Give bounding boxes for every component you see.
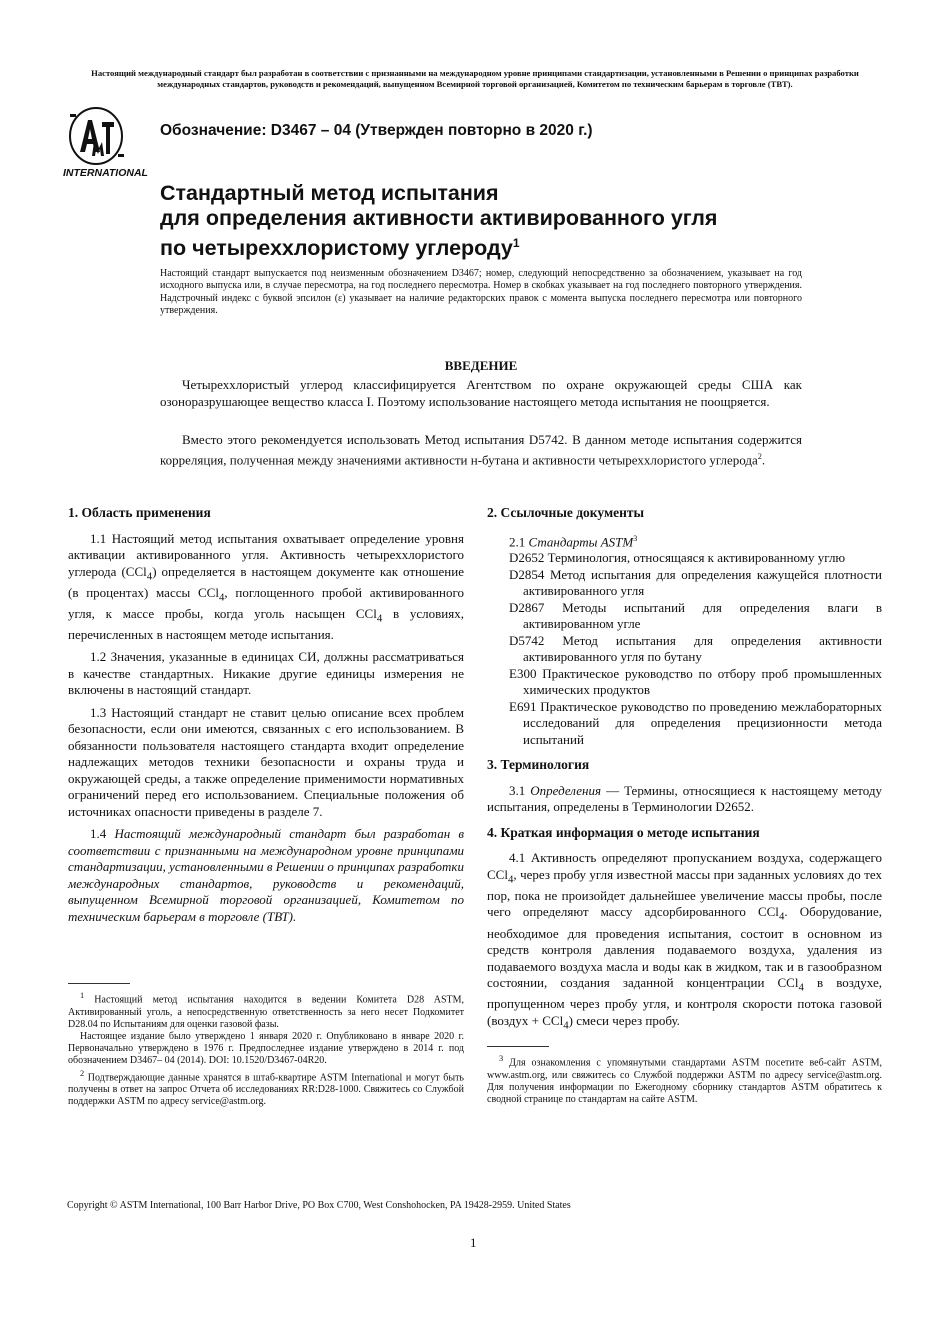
reference-item: D2854 Метод испытания для определения кажущейся плотности активированного угля (509, 566, 882, 599)
footnotes-right (487, 1053, 882, 1106)
page-number: 1 (470, 1235, 477, 1250)
astm-logo (62, 104, 154, 180)
title-line-3: по четыреххлористому углероду$^1$ (160, 236, 520, 261)
section-3-heading: 3. Терминология (487, 757, 590, 773)
paragraph-1-3: 1.3 Настоящий стандарт не ставит целью описание всех проблем безопасности, если они имеются, связанных с его использованием. В обязанности пользователя настоящего стандарта входит определение надлежащих методов техники безопасности и охраны труда и окружающей среды, а также определение применимости нормативных ограничений перед его использованием. Специальные положения об источниках опасности приведены в разделе 7. (68, 704, 464, 819)
paragraph-3-1: 3.1 Определения — Термины, относящиеся к настоящему методу испытания, определены в Терминологии D2652. (487, 782, 882, 815)
title-line-1: Стандартный метод испытания (160, 181, 499, 205)
astm-logo-icon (62, 104, 154, 180)
document-title (160, 181, 860, 261)
left-column (68, 505, 464, 925)
title-footnote-ref: 1 (512, 236, 520, 250)
paragraph-1-1: 1.1 Настоящий метод испытания охватывает определение уровня активации активированного угля. Активность четыреххлористого углерода (CCl$_4$) определяется в настоящем документе как отношение (в процентах) массы CCl$_4$, поглощенного пробой активированного угля, к массе пробы, когда уголь насыщен CCl$_4$ в условиях, перечисленных в настоящем методе испытания. (68, 530, 465, 642)
reference-item: E300 Практическое руководство по отбору проб промышленных химических продуктов (509, 665, 882, 698)
standard-note: Настоящий стандарт выпускается под неизменным обозначением D3467; номер, следующий непосредственно за обозначением, указывает на год исходного выпуска или, в случае пересмотра, на год последнего пересмотра. Номер в скобках указывает на год последнего повторного утверждения. Надстрочный индекс с буквой эпсилон (ε) указывает на наличие редакторских правок с момента выпуска последнего пересмотра или повторного утверждения. (160, 268, 802, 317)
introduction-heading: ВВЕДЕНИЕ (444, 358, 518, 373)
footnote-3: $^3$ Для ознакомления с упомянутыми стандартами ASTM посетите веб-сайт ASTM, www.astm.org, или свяжитесь со Службой поддержки ASTM по адресу service@astm.org. Для получения информации по Ежегодному сборнику стандартов ASTM обратитесь к сводной странице по стандартам на сайте ASTM. (487, 1054, 883, 1105)
title-line-2: для определения активности активированного угля (160, 206, 718, 230)
section-4-heading: 4. Краткая информация о методе испытания (487, 824, 760, 840)
paragraph-1-4: 1.4 Настоящий международный стандарт был разработан в соответствии с признанными на международном уровне принципами стандартизации, установленными в Решении о принципах разработки международных стандартов, руководств и рекомендаций, выпущенном Всемирной торговой организацией, Комитетом по техническим барьерам в торговле (ТВТ). (68, 826, 465, 924)
astm-standards-subheading: 2.1 Стандарты ASTM$^3$ (509, 533, 638, 549)
reference-item: E691 Практическое руководство по проведению межлабораторных исследований для определения прецизионности метода испытаний (509, 698, 882, 747)
logo-text: INTERNATIONAL (63, 167, 148, 179)
reference-item: D2652 Терминология, относящаяся к активированному углю (509, 550, 846, 566)
footnote-rule-right (487, 1046, 549, 1047)
section-1-heading: 1. Область применения (68, 505, 211, 520)
reference-item: D5742 Метод испытания для определения активности активированного угля по бутану (509, 632, 882, 665)
paragraph-4-1: 4.1 Активность определяют пропусканием воздуха, содержащего CCl$_4$, через пробу угля известной массы при заданных условиях до тех пор, пока не произойдет дальнейшее увеличение массы пробы, после чего определяют массу адсорбированного CCl$_4$. Оборудование, необходимое для проведения испытания, состоит в основном из средств контроля давления подаваемого воздуха, удаления из подаваемого воздуха масла и воды как в жидком, так и в газообразном состоянии, создания заданной концентрации CCl$_4$ в воздухе, пропущенном через пробу угля, и контроля скорости потока газовой (воздух + CCl$_4$) смеси через пробу. (487, 850, 882, 1032)
reference-item: D2867 Методы испытаний для определения влаги в активированном угле (509, 599, 882, 632)
footnotes-left (68, 990, 464, 1108)
footnote-1-edition: Настоящее издание было утверждено 1 января 2020 г. Опубликовано в январе 2020 г. Первоначально утверждено в 1976 г. Предпоследнее издание утверждено в 2014 г. под обозначением D3467– 04 (2014). DOI: 10.1520/D3467-04R20. (68, 1030, 464, 1067)
introduction-paragraph-2: Вместо этого рекомендуется использовать Метод испытания D5742. В данном методе испытания содержится корреляция, полученная между значениями активности н-бутана и активности четыреххлористого углерода$^2$. (160, 432, 802, 467)
paragraph-1-2: 1.2 Значения, указанные в единицах СИ, должны рассматриваться в качестве стандартных. Никакие другие единицы измерения не включены в настоящий стандарт. (68, 649, 464, 698)
reference-list (487, 550, 882, 748)
footnote-2: $^2$ Подтверждающие данные хранятся в штаб-квартире ASTM International и могут быть получены в ответ на запрос Отчета об исследованиях RR:D28-1000. Свяжитесь со Службой поддержки ASTM по адресу service@astm.org. (68, 1068, 464, 1108)
header-notice: Настоящий международный стандарт был разработан в соответствии с признанными на международном уровне принципами стандартизации, установленными в Решении о принципах разработки международных стандартов, руководств и рекомендаций, выпущенном Всемирной торговой организацией, Комитетом по техническим барьерам в торговле (ТВТ). (91, 68, 859, 89)
right-column (487, 505, 882, 1034)
designation: Обозначение: D3467 – 04 (Утвержден повторно в 2020 г.) (160, 122, 593, 139)
introduction-paragraph-1: Четыреххлористый углерод классифицируется Агентством по охране окружающей среды США как озоноразрушающее вещество класса I. Поэтому использование настоящего метода испытания не поощряется. (160, 377, 802, 409)
copyright: Copyright © ASTM International, 100 Barr Harbor Drive, PO Box C700, West Conshohocken, PA 19428-2959. United States (67, 1200, 571, 1211)
section-2-heading: 2. Ссылочные документы (487, 505, 645, 520)
footnote-rule-left (68, 983, 130, 984)
footnote-1: $^1$ Настоящий метод испытания находится в ведении Комитета D28 ASTM, Активированный уголь, а непосредственную ответственность за него несет Подкомитет D28.04 по Испытаниям для оценки газовой фазы. (68, 991, 465, 1030)
